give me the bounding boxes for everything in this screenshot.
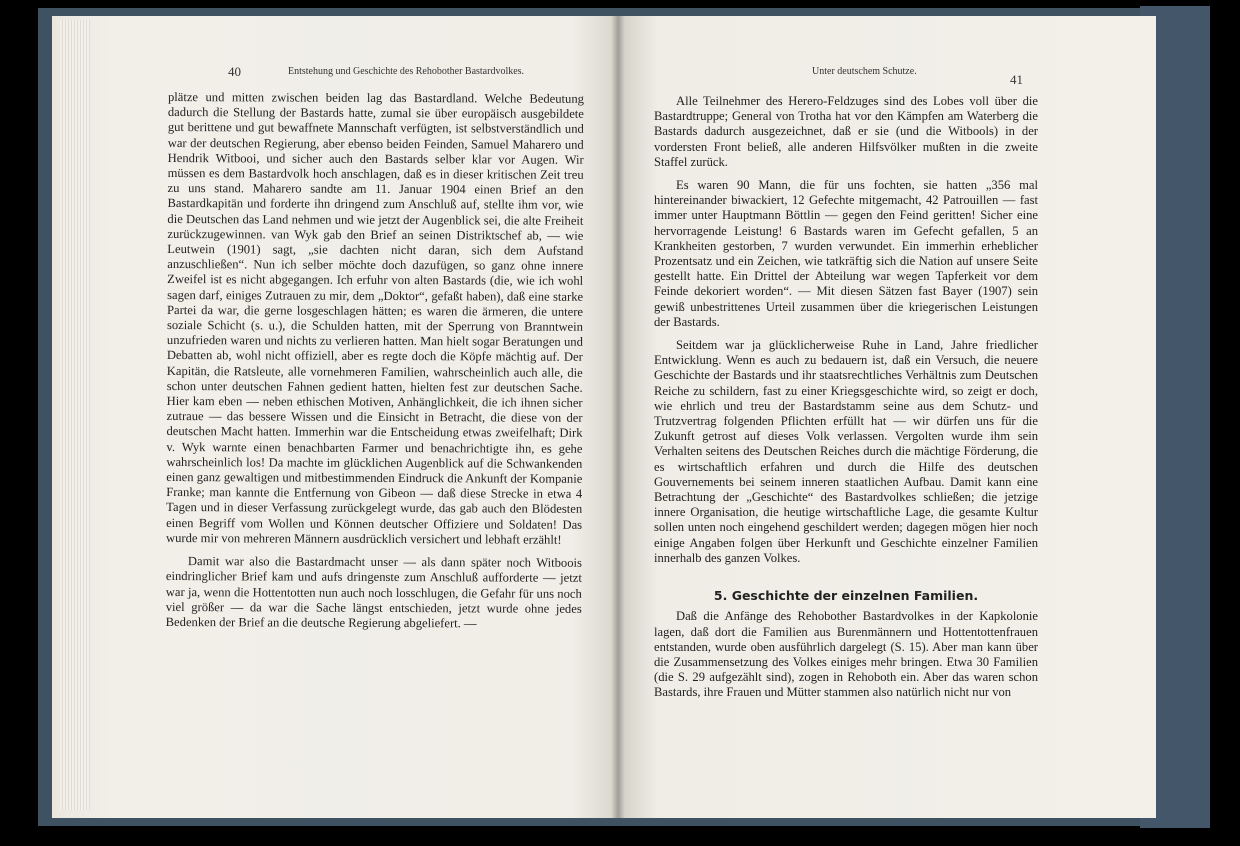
- left-running-head: Entstehung und Geschichte des Rehobother Bastardvolkes.: [288, 66, 525, 77]
- page-edges: [60, 20, 90, 810]
- left-body-text: [166, 90, 584, 632]
- section-heading: 5. Geschichte der einzelnen Familien.: [713, 588, 979, 604]
- right-paragraph-2: Es waren 90 Mann, die für uns fochten, sie hatten „356 mal hintereinander biwackiert, 12 Gefechte mitgemacht, 42 Patrouillen — fast immer unter Hauptmann Böttlin — gegen den Feind geritten! Sicher eine hervorragende Leistung! 6 Bastards waren im Gefecht gefallen, 5 an Krankheiten gestorben, 7 wurden verwundet. Ein immerhin erheblicher Prozentsatz und ein Zeichen, wie tatkräftig sich die Nation auf unsere Seite gestellt hatte. Ein Drittel der Abteilung war wegen Tapferkeit vor dem Feinde dekoriert worden“. — Mit diesen Sätzen fast Bayer (1907) sein gewiß unbestrittenes Urteil zusammen über die kriegerischen Leistungen der Bastards.: [654, 178, 1038, 329]
- right-page-number: 41: [1010, 72, 1023, 87]
- right-running-head: Unter deutschem Schutze.: [812, 66, 917, 77]
- right-section-paragraph-1: Daß die Anfänge des Rehobother Bastardvolkes in der Kapkolonie lagen, daß dort die Familien aus Burenmännern und Hottentottenfrauen entstanden, wurde oben ausführlich dargelegt (S. 15). Aber man kann über die Zusammensetzung des Volkes einiges mehr bringen. Etwa 30 Familien (die S. 29 aufgezählt sind), zogen in Rehoboth ein. Aber das waren schon Bastards, ihre Frauen und Mütter stammen also natürlich nicht nur von: [654, 609, 1038, 700]
- right-paragraph-3: Seitdem war ja glücklicherweise Ruhe in Land, Jahre friedlicher Entwicklung. Wenn es auch zu bedauern ist, daß ein Versuch, die neuere Geschichte der Bastards und ihr staatsrechtliches Verhältnis zum Deutschen Reiche zu schildern, fast zu einer Kriegsgeschichte wird, so zeigt er doch, wie ehrlich und treu der Bastardstamm seine aus dem Schutz- und Trutzvertrag folgenden Pflichten erfüllt hat — wir dürfen uns für die Zukunft getrost auf dieses Volk verlassen. Vergolten wurde ihm sein Verhalten seitens des Deutschen Reiches durch die mächtige Förderung, die es wirtschaftlich erfahren und durch die Hilfe des deutschen Gouvernements bei seinem inneren staatlichen Aufbau. Damit kann eine Betrachtung der „Geschichte“ des Bastardvolkes schließen; die jetzige innere Organisation, die heutige wirtschaftliche Lage, die gesamte Kultur sollen unten noch eingehend geschildert werden; dagegen mögen hier noch einige Angaben folgen über Herkunft und Geschichte einzelner Familien innerhalb des ganzen Volkes.: [654, 338, 1038, 565]
- right-paragraph-1: Alle Teilnehmer des Herero-Feldzuges sind des Lobes voll über die Bastardtruppe; General von Trotha hat vor den Kämpfen am Waterberg die Bastards dadurch ausgezeichnet, daß er sie (und die Witbools) in der vordersten Front beließ, alle anderen Hilfsvölker mußten in die zweite Staffel zurück.: [654, 94, 1038, 169]
- book-gutter: [611, 16, 625, 818]
- left-paragraph-2: Damit war also die Bastardmacht unser — als dann später noch Witboois eindringlicher Brief kam und aufs dringenste zum Anschluß aufforderte — jetzt war ja, wenn die Hottentotten nun auch noch losschlugen, die Gefahr für uns noch viel größer — da war die Sache längst entschieden, jetzt wurde ohne jedes Bedenken der Brief an die deutsche Regierung abgeliefert. —: [165, 554, 582, 631]
- left-page-number: 40: [228, 64, 241, 79]
- left-paragraph-1: plätze und mitten zwischen beiden lag das Bastardland. Welche Bedeutung dadurch die Stellung der Bastards hatte, zumal sie über europäisch ausgebildete gut berittene und gut bewaffnete Mannschaft verfügten, ist selbstverständlich und war der deutschen Regierung, aber ebenso beiden Feinden, Samuel Maharero und Hendrik Witbooi, und sicher auch den Bastards selber klar vor Augen. Wir müssen es dem Bastardvolk hoch anschlagen, daß es in dieser kritischen Zeit treu zu uns stand. Maharero sandte am 11. Januar 1904 einen Brief an den Bastardkapitän und forderte ihn dringend zum Anschluß auf, stellte ihm vor, wie die Deutschen das Land nehmen und wie jetzt der Augenblick sei, die alte Freiheit zurückzugewinnen. van Wyk gab den Brief an seinen Distriktschef ab, — wie Leutwein (1901) sagt, „sie dachten nicht daran, sich dem Aufstand anzuschließen“. Nun ich selber möchte doch dazufügen, so ganz ohne innere Zweifel ist es nicht abgegangen. Ich erfuhr von alten Bastards (die, wie ich wohl sagen darf, einiges Zutrauen zu mir, dem „Doktor“, gefaßt haben), daß eine starke Partei da war, die gerne losgeschlagen hätten; es waren die ärmeren, die untere soziale Schicht (s. u.), die Schulden hatten, mit der Sperrung von Branntwein unzufrieden waren und nichts zu verlieren hatten. Man hielt sogar Beratungen und Debatten ab, wohl nicht offiziell, aber es regte doch die Köpfe mächtig auf. Der Kapitän, die Ratsleute, alle vornehmeren Familien, wahrscheinlich auch alle, die schon unter deutschen Fahnen gedient hatten, hielten fest zur deutschen Sache. Hier kam eben — neben ethischen Motiven, Anhänglichkeit, die ich ihnen sicher zutraue — das bessere Wissen und die Einsicht in Betracht, die diese von der deutschen Macht hatten. Immerhin war die Entscheidung etwas zweifelhaft; Dirk v. Wyk warnte einen benachbarten Farmer und benachrichtigte ihn, es gehe wahrscheinlich los! Da machte im glücklichen Augenblick auf die Schwankenden einen ganz gewaltigen und mitbestimmenden Eindruck die Ankunft der Kompanie Franke; man kannte die Entfernung von Gibeon — daß diese Strecke in etwa 4 Tagen und in dieser Verfassung zurückgelegt wurde, das gab auch den Blödesten einen Begriff vom Wollen und Können deutscher Offiziere und Soldaten! Das wurde mir von mehreren Männern ausdrücklich versichert und lebhaft erzählt!: [166, 90, 584, 547]
- right-body-text: [654, 94, 1038, 701]
